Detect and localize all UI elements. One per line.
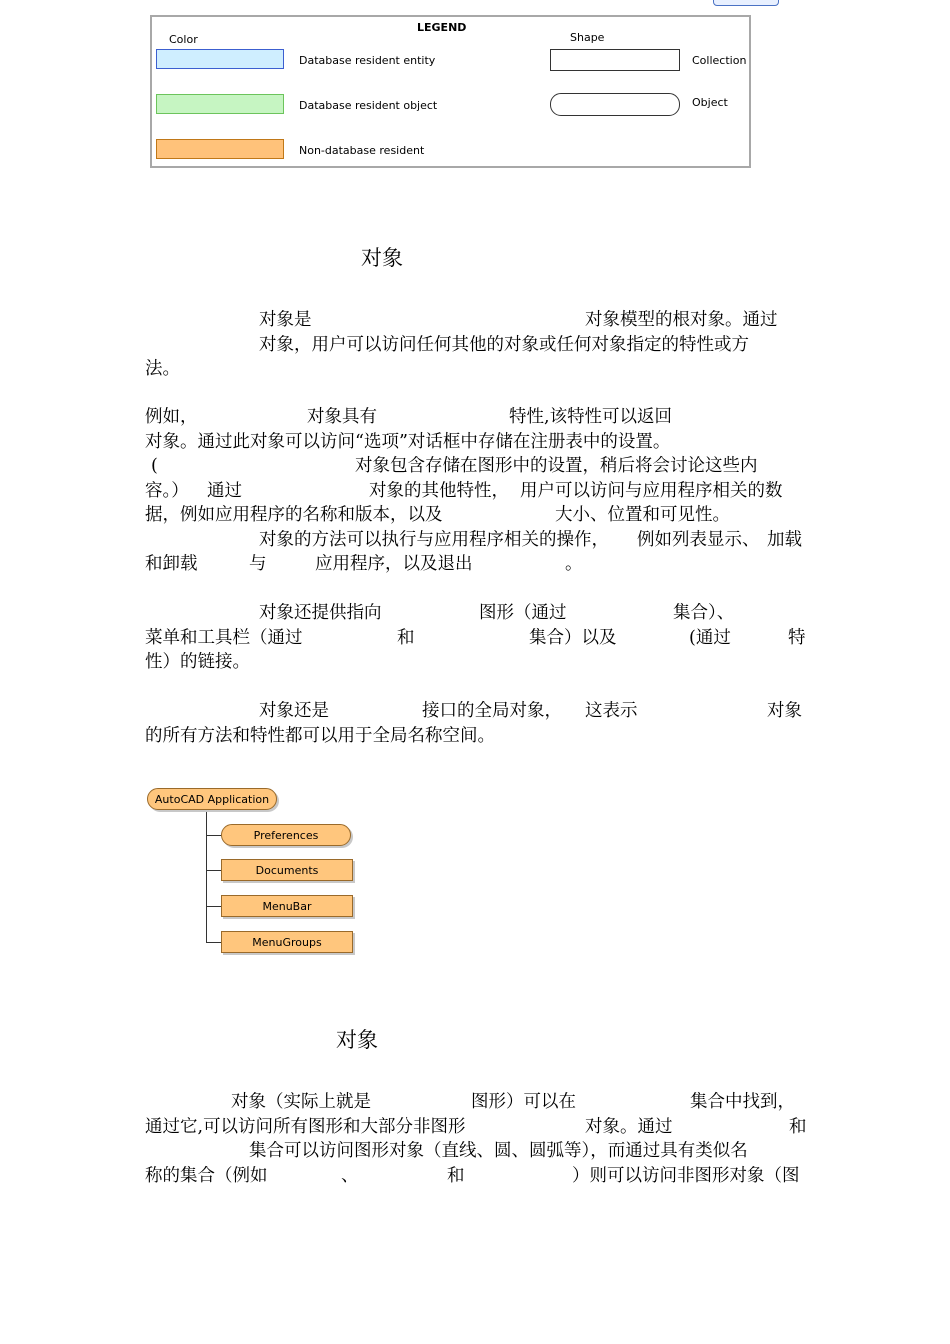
text-run: 应用程序，以及退出 — [315, 554, 473, 574]
text-run: 容。） — [145, 480, 189, 501]
text-run: 对象包含存储在图形中的设置，稍后将会讨论这些内 — [355, 456, 758, 476]
text-run: 对象 — [767, 701, 802, 721]
swatch-object — [156, 94, 284, 114]
tree-node-menugroups: MenuGroups — [221, 931, 353, 953]
text-run: 用户可以访问与应用程序相关的数 — [520, 480, 783, 501]
legend-nondb-label: Non-database resident — [299, 144, 425, 157]
tree-branch-line — [206, 870, 222, 871]
text-run: 和卸载 — [145, 554, 198, 574]
text-run: 这表示 — [585, 701, 638, 721]
shape-object — [550, 93, 680, 116]
text-run: 集合）以及 — [529, 627, 617, 648]
text-run: 对象，用户可以访问任何其他的对象或任何对象指定的特性或方 — [259, 334, 749, 355]
text-run: 的所有方法和特性都可以用于全局名称空间。 — [145, 725, 495, 746]
text-run: 大小、位置和可见性。 — [555, 505, 730, 525]
legend-shape-header: Shape — [570, 31, 605, 44]
text-run: 加载 — [767, 529, 802, 550]
text-run: 特性,该特性可以返回 — [509, 407, 673, 427]
text-run: 对象的方法可以执行与应用程序相关的操作， — [259, 529, 609, 550]
section2-paragraph-1 — [145, 1090, 810, 1188]
text-run: (通过 — [689, 627, 731, 648]
section1-paragraph-1 — [145, 308, 810, 382]
text-run: 例如， — [145, 407, 198, 427]
text-run: 法。 — [145, 359, 180, 379]
top-edge-fragment — [713, 0, 779, 6]
tree-node-documents: Documents — [221, 859, 353, 881]
swatch-nondb — [156, 139, 284, 159]
text-run: 接口的全局对象， — [422, 701, 562, 721]
text-run: 对象的其他特性， — [369, 480, 509, 501]
legend-object-shape-label: Object — [692, 96, 728, 109]
text-run: 集合可以访问图形对象（直线、圆、圆弧等），而通过具有类似名 — [249, 1141, 748, 1161]
section1-paragraph-4 — [145, 699, 810, 748]
text-run: 对象。通过此对象可以访问“选项”对话框中存储在注册表中的设置。 — [145, 431, 671, 452]
text-run: 对象具有 — [307, 407, 377, 427]
text-run: 图形（通过 — [479, 603, 567, 623]
text-run: 对象（实际上就是 — [231, 1092, 371, 1112]
tree-trunk-line — [206, 810, 207, 943]
shape-collection — [550, 49, 680, 71]
tree-branch-line — [206, 942, 222, 943]
text-run: 与 — [249, 554, 267, 574]
tree-node-menubar: MenuBar — [221, 895, 353, 917]
text-run: 对象。通过 — [585, 1116, 673, 1137]
tree-node-root: AutoCAD Application — [147, 788, 277, 810]
text-run: 集合）、 — [673, 603, 735, 623]
swatch-entity — [156, 49, 284, 69]
text-run: 、 — [341, 1165, 359, 1186]
legend-entity-label: Database resident entity — [299, 54, 436, 67]
tree-node-preferences: Preferences — [221, 824, 351, 846]
text-run: 对象还提供指向 — [259, 603, 382, 623]
text-run: 对象模型的根对象。通过 — [585, 310, 778, 330]
text-run: 和 — [447, 1165, 465, 1186]
legend-box — [150, 15, 751, 168]
text-run: 称的集合（例如 — [145, 1165, 268, 1186]
text-run: 通过它,可以访问所有图形和大部分非图形 — [145, 1116, 466, 1137]
legend-collection-label: Collection — [692, 54, 747, 67]
section2-heading: 对象 — [336, 1028, 378, 1052]
text-run: 菜单和工具栏（通过 — [145, 627, 303, 648]
legend-object-label: Database resident object — [299, 99, 438, 112]
text-run: 对象还是 — [259, 701, 329, 721]
legend-color-header: Color — [169, 33, 198, 46]
tree-branch-line — [206, 835, 222, 836]
text-run: 。 — [565, 554, 583, 574]
section1-heading: 对象 — [361, 246, 403, 270]
text-run: 特 — [788, 627, 806, 648]
tree-branch-line — [206, 906, 222, 907]
section1-paragraph-2 — [145, 405, 810, 577]
text-run: 集合中找到， — [690, 1092, 795, 1112]
text-run: 和 — [397, 627, 415, 648]
text-run: 性）的链接。 — [145, 652, 250, 672]
text-run: 和 — [789, 1116, 807, 1137]
text-run: 例如列表显示、 — [637, 529, 760, 550]
legend-title: LEGEND — [417, 21, 467, 34]
text-run: 通过 — [207, 480, 242, 501]
section1-paragraph-3 — [145, 601, 810, 675]
text-run: 据，例如应用程序的名称和版本，以及 — [145, 505, 443, 525]
text-run: ( — [151, 456, 158, 476]
text-run: ）则可以访问非图形对象（图 — [572, 1165, 800, 1186]
text-run: 图形）可以在 — [471, 1092, 576, 1112]
text-run: 对象是 — [259, 310, 312, 330]
